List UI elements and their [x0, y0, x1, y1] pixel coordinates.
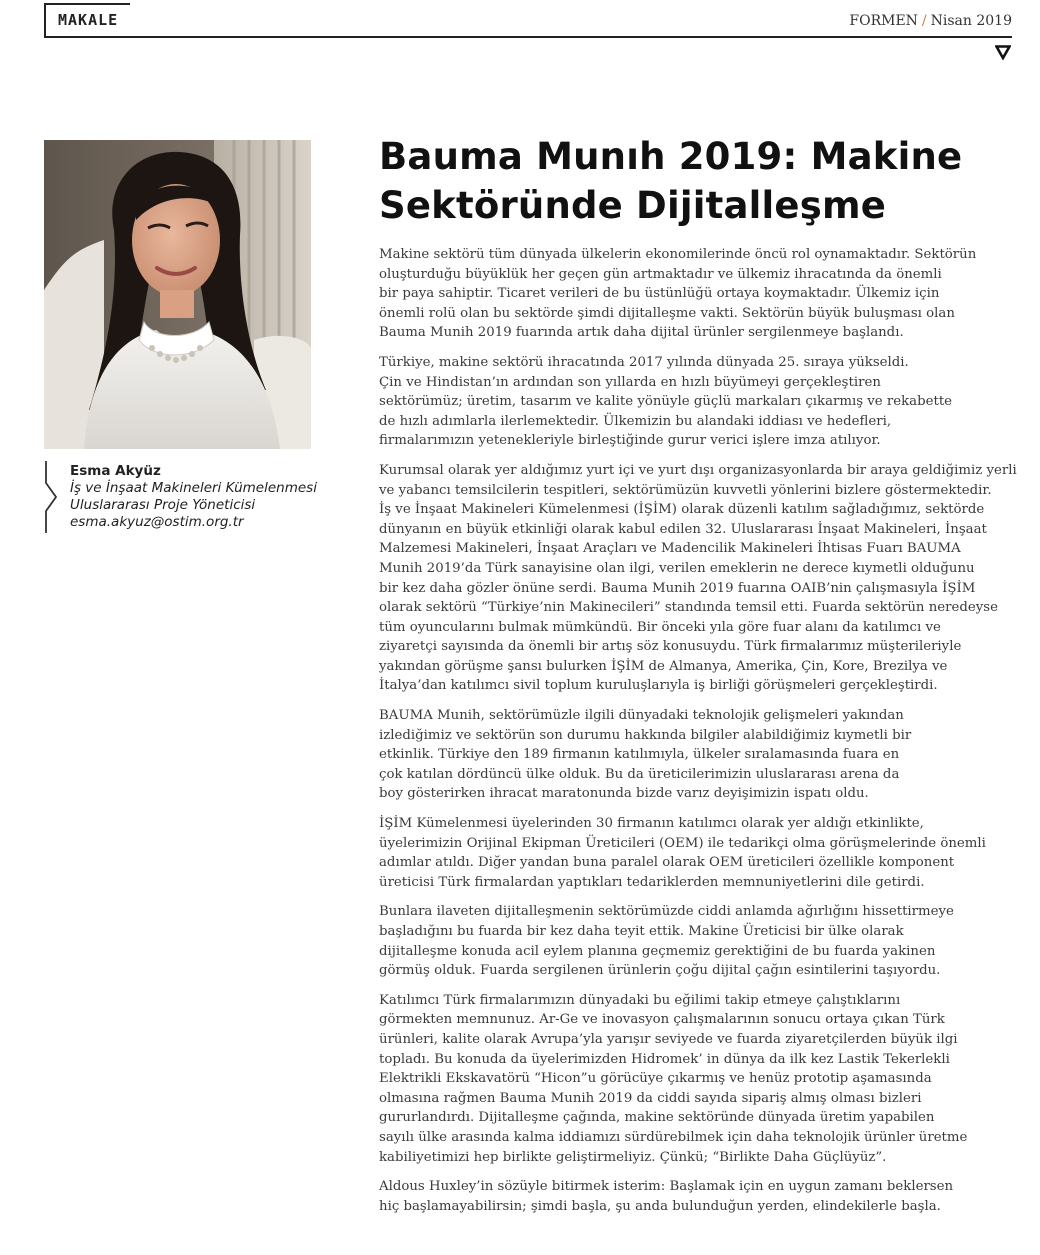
- text-line: başladığını bu fuarda bir kez daha teyit ettik. Makine Üreticisi bir ülke olarak: [379, 924, 904, 939]
- text-line: üreticisi Türk firmalardan yaptıkları tedariklerden memnuniyetlerini dile getirdi.: [379, 874, 925, 890]
- issue-info: [849, 13, 1012, 29]
- author-role-line-2: Uluslararası Proje Yöneticisi: [70, 497, 256, 513]
- article-paragraph: [379, 1177, 1019, 1216]
- text-line: çok katılan dördüncü ülke olduk. Bu da üreticilerimizin uluslararası arena da: [379, 766, 900, 782]
- text-line: üyelerimizin Orijinal Ekipman Üreticileri (OEM) ile tedarikçi olma görüşmelerinde önemli: [379, 835, 986, 851]
- text-line: Makine sektörü tüm dünyada ülkelerin ekonomilerinde öncü rol oynamaktadır. Sektörün: [379, 247, 977, 262]
- text-line: kabiliyetimizi hep birlikte geliştirmeliyiz. Çünkü; “Birlikte Daha Güçlüyüz”.: [379, 1149, 887, 1165]
- text-line: Munih 2019’da Türk sanayisine olan ilgi, verilen emeklerin ne derece kıymetli olduğunu: [379, 560, 975, 576]
- article-title-line-2: Sektöründe Dijitalleşme: [379, 184, 886, 227]
- text-line: görmekten memnunuz. Ar-Ge ve inovasyon çalışmalarının sonucu ortaya çıkan Türk: [379, 1012, 945, 1028]
- issue-separator: /: [921, 13, 927, 29]
- author-photo: [44, 140, 311, 449]
- text-line: görmüş olduk. Fuarda sergilenen ürünlerin çoğu dijital çağın esintilerini taşıyordu.: [379, 963, 941, 979]
- text-line: Elektrikli Ekskavatörü “Hicon”u görücüye çıkarmış ve henüz prototip aşamasında: [379, 1071, 932, 1087]
- text-line: Bunlara ilaveten dijitalleşmenin sektörümüzde ciddi anlamda ağırlığını hissettirmeye: [379, 904, 954, 920]
- article-paragraph: [379, 353, 1019, 451]
- article-title: [379, 132, 1019, 230]
- text-line: izlediğimiz ve sektörün son durumu hakkında bilgiler alabildiğimiz kıymetli bir: [379, 727, 912, 743]
- text-line: BAUMA Munih, sektörümüzle ilgili dünyadaki teknolojik gelişmeleri yakından: [379, 708, 904, 724]
- text-line: bir paya sahiptir. Ticaret verileri de bu üstünlüğü ortaya koymaktadır. Ülkemiz için: [379, 286, 940, 302]
- text-line: Katılımcı Türk firmalarımızın dünyadaki bu eğilimi takip etmeye çalıştıklarını: [379, 992, 901, 1008]
- text-line: firmalarımızın yetenekleriyle birleştiğinde gurur verici işlere imza atılıyor.: [379, 433, 881, 449]
- text-line: adımlar atıldı. Diğer yandan buna paralel olarak OEM üreticileri özellikle komponent: [379, 855, 955, 871]
- magazine-name: FORMEN: [849, 13, 918, 29]
- issue-date: Nisan 2019: [930, 13, 1012, 29]
- text-line: Türkiye, makine sektörü ihracatında 2017 yılında dünyada 25. sıraya yükseldi.: [379, 354, 909, 370]
- text-line: boy gösterirken ihracat maratonunda bizde varız deyişimizin ispatı oldu.: [379, 786, 869, 802]
- text-line: sektörümüz; üretim, tasarım ve kalite yönüyle güçlü markaları çıkarmış ve rekabette: [379, 394, 953, 410]
- text-line: İş ve İnşaat Makineleri Kümelenmesi (İŞİM) olarak düzenli katılım sağladığımız, sektörde: [379, 502, 985, 518]
- text-line: önemli rolü olan bu sektörde şimdi dijitalleşme vakti. Sektörün büyük buluşması olan: [379, 305, 955, 321]
- article-paragraph: [379, 706, 1019, 804]
- author-role-line-1: İş ve İnşaat Makineleri Kümelenmesi: [70, 480, 317, 496]
- article-paragraph: [379, 245, 1019, 343]
- author-info: [44, 461, 344, 533]
- section-label: MAKALE: [58, 11, 119, 29]
- text-line: hiç başlamayabilirsin; şimdi başla, şu anda bulunduğun yerden, elindekilerle başla.: [379, 1198, 941, 1214]
- text-line: dünyanın en büyük etkinliği olarak kabul edilen 32. Uluslararası İnşaat Makineleri, İnşaat: [379, 521, 987, 537]
- bracket-chevron-icon: [44, 461, 58, 533]
- author-name: Esma Akyüz: [70, 463, 161, 479]
- text-line: sayılı ülke arasında kalma iddiamızı sürdürebilmek için daha teknolojik ürünler üretme: [379, 1129, 968, 1145]
- article-paragraph: [379, 461, 1019, 696]
- text-line: olmasına rağmen Bauma Munih 2019 da ciddi sayıda sipariş almış olması bizleri: [379, 1090, 922, 1106]
- article-paragraph: [379, 814, 1019, 892]
- text-line: dijitalleşme konuda acil eylem planına geçmemiz gerektiğini de bu fuarda yakinen: [379, 943, 936, 959]
- text-line: İŞİM Kümelenmesi üyelerinden 30 firmanın katılımcı olarak yer aldığı etkinlikte,: [379, 816, 924, 832]
- article-title-line-1: Bauma Munıh 2019: Makine: [379, 135, 963, 178]
- author-email[interactable]: esma.akyuz@ostim.org.tr: [70, 514, 244, 530]
- text-line: Malzemesi Makineleri, İnşaat Araçları ve Madencilik Makineleri İhtisas Fuarı BAUMA: [379, 541, 961, 557]
- text-line: yakından görüşme şansı bulurken İŞİM de Almanya, Amerika, Çin, Kore, Brezilya ve: [379, 658, 948, 674]
- text-line: Aldous Huxley’in sözüyle bitirmek isterim: Başlamak için en uygun zamanı beklersen: [379, 1179, 954, 1195]
- text-line: oluşturduğu büyüklük her geçen gün artmaktadır ve ülkemiz ihracatında da önemli: [379, 266, 942, 282]
- article-paragraph: [379, 902, 1019, 980]
- text-line: olarak sektörü “Türkiye’nin Makinecileri” standında temsil etti. Fuarda sektörün neredeyse: [379, 600, 998, 616]
- header-rule: [44, 36, 1012, 38]
- text-line: Çin ve Hindistan’ın ardından son yıllarda en hızlı büyümeyi gerçekleştiren: [379, 374, 881, 390]
- article-paragraph: [379, 991, 1019, 1167]
- text-line: ürünleri, kalite olarak Avrupa’yla yarışır seviyede ve fuarda ziyaretçilerden büyük ilgi: [379, 1031, 958, 1047]
- text-line: topladı. Bu konuda da üyelerimizden Hidromek’ in dünya da ilk kez Lastik Tekerlekli: [379, 1051, 950, 1067]
- text-line: bir kez daha gözler önüne serdi. Bauma Munih 2019 fuarına OAIB’nin çalışmasıyla İŞİM: [379, 580, 976, 596]
- text-line: ve yabancı temsilcilerin tespitleri, sektörümüzün kuvvetli yönlerini bizlere göstermektedir.: [379, 482, 992, 498]
- article-body: [379, 245, 1019, 1226]
- text-line: Bauma Munih 2019 fuarında artık daha dijital ürünler sergilenmeye başlandı.: [379, 325, 904, 341]
- text-line: İtalya’dan katılımcı sivil toplum kuruluşlarıyla iş birliği görüşmeleri gerçekleştirdi.: [379, 678, 938, 694]
- text-line: ziyaretçi sayısında da önemli bir artış söz konusuydu. Türk firmalarımız müşterileriyle: [379, 639, 962, 655]
- text-line: tüm oyuncularını bulmak mümkündü. Bir önceki yıla göre fuar alanı da katılımcı ve: [379, 619, 941, 635]
- triangle-down-icon: [995, 44, 1011, 60]
- text-line: etkinlik. Türkiye den 189 firmanın katılımıyla, ülkeler sıralamasında fuara en: [379, 747, 900, 763]
- text-line: Kurumsal olarak yer aldığımız yurt içi ve yurt dışı organizasyonlarda bir araya geldiğimiz yerli: [379, 462, 1017, 478]
- text-line: gururlandırdı. Dijitalleşme çağında, makine sektöründe dünyada üretim yapabilen: [379, 1110, 935, 1126]
- text-line: de hızlı adımlarla ilerlemektedir. Ülkemizin bu alandaki iddiası ve hedefleri,: [379, 413, 892, 429]
